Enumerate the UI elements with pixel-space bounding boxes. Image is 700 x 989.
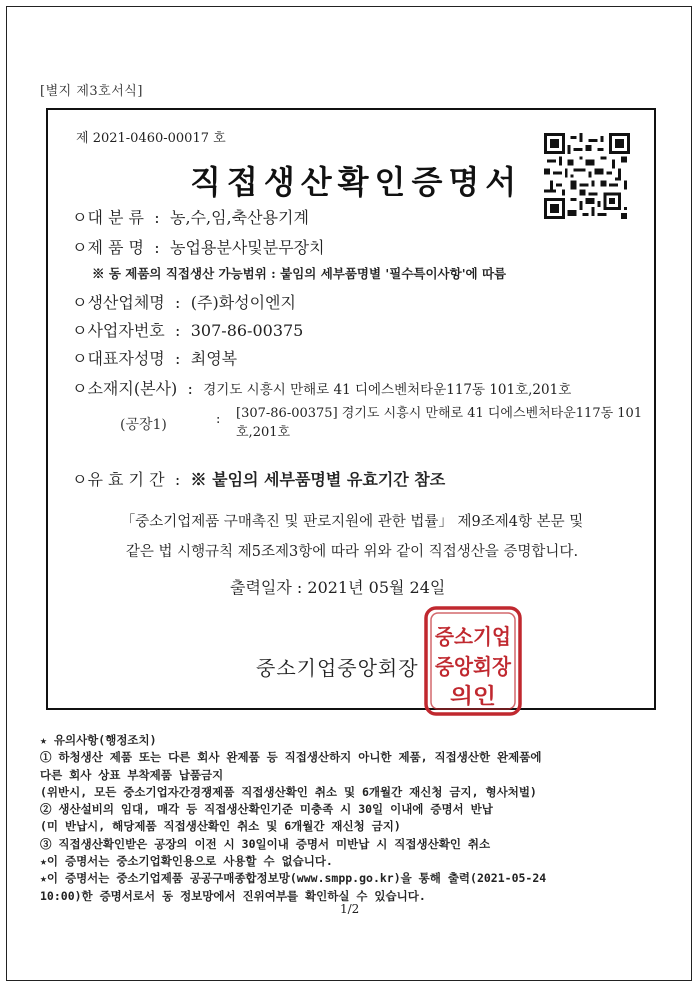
legal-line: 같은 법 시행규칙 제5조제3항에 따라 위와 같이 직접생산을 증명합니다. — [125, 544, 579, 560]
note-line: ★이 증명서는 중소기업확인용으로 사용할 수 없습니다. — [40, 854, 333, 869]
factory-address: [307-86-00375] 경기도 시흥시 만해로 41 디에스벤처타운117동 101호,201호 — [236, 406, 643, 440]
caution-notes — [40, 732, 680, 905]
seal-line: 중소기업 — [435, 625, 511, 649]
scope-note: ※ 동 제품의 직접생산 가능범위 : 붙임의 세부품명별 '필수특이사항'에 따름 — [92, 266, 507, 281]
note-line: 다른 회사 상표 부착제품 납품금지 — [40, 767, 224, 782]
field-head-office: ㅇ소재지(본사) : 경기도 시흥시 만해로 41 디에스벤처타운117동 101호,201호 — [72, 376, 571, 399]
field-validity: ㅇ유 효 기 간 : ※ 붙임의 세부품명별 유효기간 참조 — [72, 467, 445, 490]
field-company-name: ㅇ생산업체명 : (주)화성이엔지 — [72, 290, 296, 313]
field-value: 최영복 — [190, 349, 238, 368]
field-label: ㅇ생산업체명 — [72, 293, 165, 312]
field-value: 농업용분사및분무장치 — [170, 238, 325, 257]
seal-line: 중앙회장 — [435, 655, 512, 679]
note-line: (위반시, 모든 중소기업자간경쟁제품 직접생산확인 취소 및 6개월간 재신청 금지, 형사처벌) — [40, 784, 537, 799]
note-line: ★ 유의사항(행정조치) — [40, 733, 157, 747]
note-line: (미 반납시, 해당제품 직접생산확인 취소 및 6개월간 재신청 금지) — [40, 819, 401, 834]
note-line: 10:00)한 증명서로서 동 정보망에서 진위여부를 확인하실 수 있습니다. — [40, 888, 426, 903]
issue-date: 출력일자 : 2021년 05월 24일 — [230, 578, 446, 597]
field-label: ㅇ대 분 류 — [72, 208, 144, 227]
field-product-name: ㅇ제 품 명 : 농업용분사및분무장치 — [72, 235, 325, 258]
note-line: ③ 직접생산확인받은 공장의 이전 시 30일이내 증명서 미반납 시 직접생산확인 취소 — [40, 836, 491, 851]
certificate-title: 직접생산확인증명서 — [190, 163, 523, 201]
field-value: 경기도 시흥시 만해로 41 디에스벤처타운117동 101호,201호 — [203, 382, 572, 398]
issuer-name: 중소기업중앙회장 — [256, 656, 419, 680]
field-label: ㅇ소재지(본사) — [72, 379, 178, 398]
page-number: 1/2 — [340, 902, 360, 916]
field-business-number: ㅇ사업자번호 : 307-86-00375 — [72, 318, 303, 341]
note-line: ② 생산설비의 임대, 매각 등 직접생산확인기준 미충족 시 30일 이내에 증명서 반납 — [40, 802, 493, 817]
factory-colon: : — [216, 412, 221, 427]
field-label: ㅇ제 품 명 — [72, 238, 144, 257]
factory-label: (공장1) — [120, 417, 167, 433]
qr-code-icon — [544, 133, 630, 219]
field-label: ㅇ대표자성명 — [72, 349, 165, 368]
field-value: 농,수,임,축산용기계 — [170, 208, 309, 227]
certificate-number: 제 2021-0460-00017 호 — [76, 131, 226, 146]
validity-label: ㅇ유 효 기 간 — [72, 470, 165, 489]
legal-statement — [62, 507, 642, 567]
note-line: ① 하청생산 제품 또는 다른 회사 완제품 등 직접생산하지 아니한 제품, 직접생산한 완제품에 — [40, 750, 542, 765]
field-value: 307-86-00375 — [190, 321, 304, 340]
legal-line: 「중소기업제품 구매촉진 및 판로지원에 관한 법률」 제9조제4항 본문 및 — [120, 514, 584, 530]
field-category: ㅇ대 분 류 : 농,수,임,축산용기계 — [72, 205, 309, 228]
field-value: (주)화성이엔지 — [190, 293, 296, 312]
official-seal-icon — [424, 606, 522, 716]
field-label: ㅇ사업자번호 — [72, 321, 165, 340]
note-line: ★이 증명서는 중소기업제품 공공구매종합정보망(www.smpp.go.kr)을 통해 출력(2021-05-24 — [40, 871, 547, 886]
field-representative: ㅇ대표자성명 : 최영복 — [72, 346, 237, 369]
form-tag: [별지 제3호서식] — [40, 84, 143, 99]
validity-value: ※ 붙임의 세부품명별 유효기간 참조 — [190, 470, 446, 489]
seal-line: 의인 — [450, 684, 496, 708]
